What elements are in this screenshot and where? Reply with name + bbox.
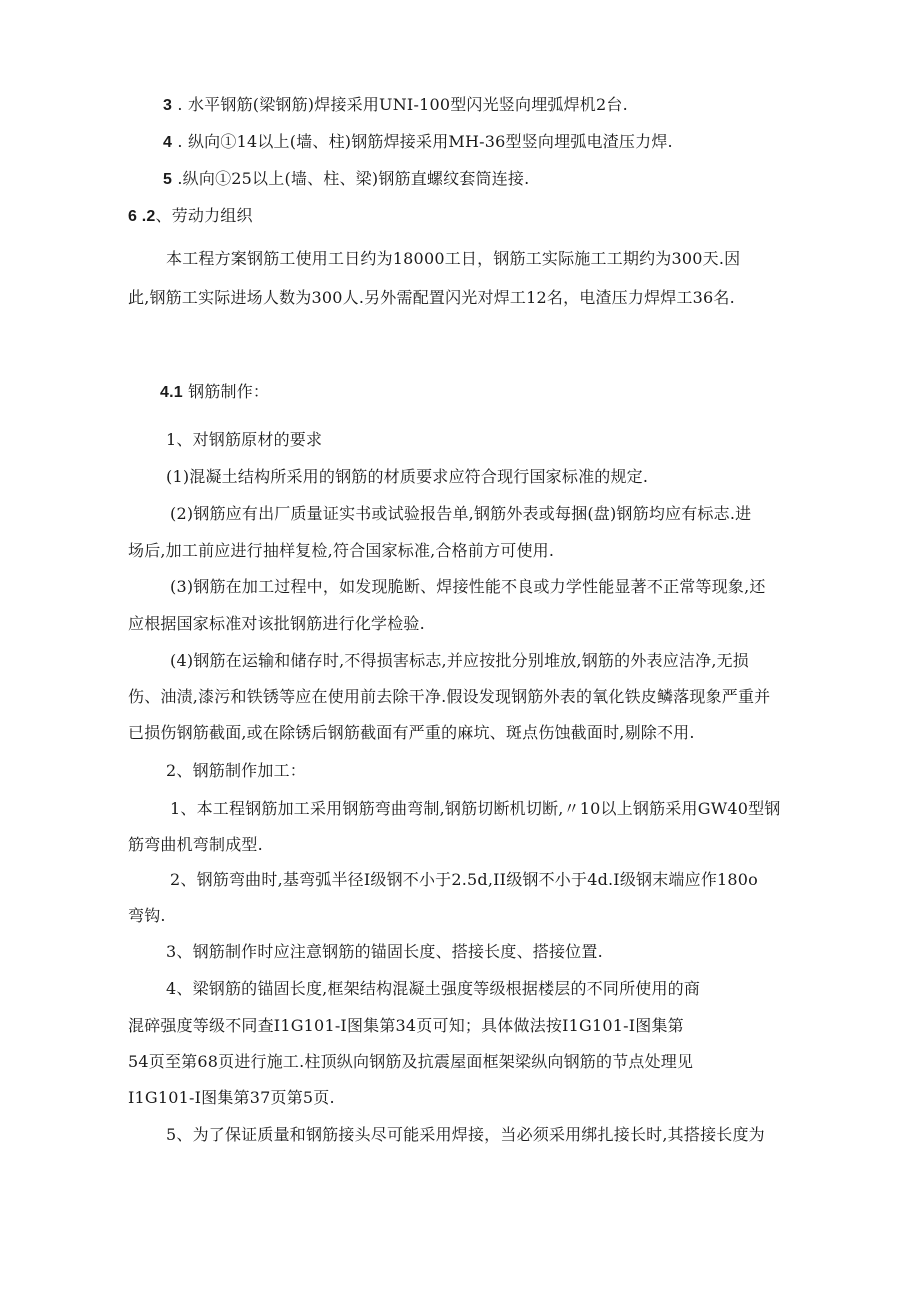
- paragraph-line: 已损伤钢筋截面,或在除锈后钢筋截面有严重的麻坑、斑点伤蚀截面时,剔除不用.: [128, 723, 695, 742]
- list-text: . 纵向①14以上(墙、柱)钢筋焊接采用MH-36型竖向埋弧电渣压力焊.: [172, 132, 673, 151]
- list-item-5: [163, 171, 529, 188]
- paragraph-line: (4)钢筋在运输和储存时,不得损害标志,并应按批分别堆放,钢筋的外表应洁净,无损: [170, 651, 750, 670]
- section-heading-6-2: [128, 208, 253, 225]
- list-item-4: [163, 134, 673, 151]
- paragraph-line: 筋弯曲机弯制成型.: [128, 835, 263, 854]
- section-number: 6 .2: [128, 208, 156, 225]
- paragraph-line: 混碎强度等级不同查I1G101-I图集第34页可知；具体做法按I1G101-I图集第: [128, 1016, 684, 1035]
- list-number: 3: [163, 97, 173, 114]
- paragraph-line: 4、梁钢筋的锚固长度,框架结构混凝土强度等级根据楼层的不同所使用的商: [166, 979, 701, 998]
- subsection-title: 1、对钢筋原材的要求: [166, 430, 323, 449]
- paragraph-line: 场后,加工前应进行抽样复检,符合国家标准,合格前方可使用.: [128, 541, 555, 560]
- section-title: 钢筋制作：: [182, 382, 270, 401]
- paragraph-line: 54页至第68页进行施工.柱顶纵向钢筋及抗震屋面框架梁纵向钢筋的节点处理见: [128, 1052, 694, 1071]
- list-item-3: [163, 97, 628, 114]
- paragraph-line: 此,钢筋工实际进场人数为300人.另外需配置闪光对焊工12名，电渣压力焊焊工36名.: [128, 288, 735, 307]
- paragraph-line: (3)钢筋在加工过程中，如发现脆断、焊接性能不良或力学性能显著不正常等现象,还: [170, 577, 766, 596]
- section-heading-4-1: [160, 384, 269, 401]
- subsection-title: 2、钢筋制作加工：: [166, 761, 306, 780]
- paragraph-line: I1G101-I图集第37页第5页.: [128, 1088, 335, 1107]
- paragraph-line: 2、钢筋弯曲时,基弯弧半径Ⅰ级钢不小于2.5d,II级钢不小于4d.Ⅰ级钢末端应作180o: [170, 870, 759, 889]
- paragraph-line: 伤、油渍,漆污和铁锈等应在使用前去除干净.假设发现钢筋外表的氧化铁皮鳞落现象严重并: [128, 687, 771, 706]
- paragraph-line: 5、为了保证质量和钢筋接头尽可能采用焊接，当必须采用绑扎接长时,其搭接长度为: [166, 1125, 765, 1144]
- paragraph-line: (2)钢筋应有出厂质量证实书或试验报告单,钢筋外表或每捆(盘)钢筋均应有标志.进: [170, 504, 752, 523]
- section-number: 4.1: [160, 384, 183, 401]
- list-text: . 水平钢筋(梁钢筋)焊接采用UNI-100型闪光竖向埋弧焊机2台.: [172, 95, 628, 114]
- paragraph-line: (1)混凝土结构所采用的钢筋的材质要求应符合现行国家标准的规定.: [166, 467, 649, 486]
- paragraph-line: 应根据国家标准对该批钢筋进行化学检验.: [128, 614, 425, 633]
- list-number: 4: [163, 134, 173, 151]
- list-number: 5: [163, 171, 173, 188]
- paragraph-line: 本工程方案钢筋工使用工日约为18000工日，钢筋工实际施工工期约为300天.因: [166, 249, 741, 268]
- section-title: 、劳动力组织: [155, 206, 253, 225]
- paragraph-line: 弯钩.: [128, 906, 166, 925]
- list-text: .纵向①25以上(墙、柱、梁)钢筋直螺纹套筒连接.: [172, 169, 530, 188]
- paragraph-line: 1、本工程钢筋加工采用钢筋弯曲弯制,钢筋切断机切断,〃10以上钢筋采用GW40型钢: [170, 799, 781, 818]
- paragraph-line: 3、钢筋制作时应注意钢筋的锚固长度、搭接长度、搭接位置.: [166, 942, 603, 961]
